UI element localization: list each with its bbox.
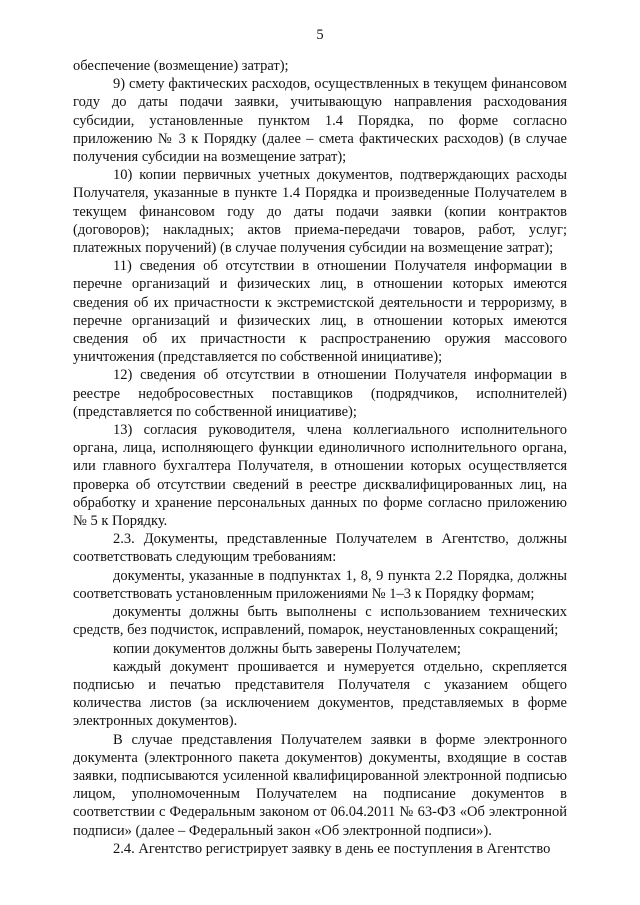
- paragraph: 9) смету фактических расходов, осуществленных в текущем финансовом году до даты подачи заявки, учитывающую направления расходования субсидии, установленные пунктом 1.4 Порядка, по форме согласно приложению № 3 к Порядку (далее – смета фактических расходов) (в случае получения субсидии на возмещение затрат);: [73, 76, 567, 166]
- paragraph: 2.4. Агентство регистрирует заявку в день ее поступления в Агентство: [113, 840, 551, 857]
- document-body: [73, 57, 567, 858]
- paragraph: обеспечение (возмещение) затрат);: [73, 58, 289, 74]
- paragraph: документы, указанные в подпунктах 1, 8, 9 пункта 2.2 Порядка, должны соответствовать установленным приложениями № 1–3 к Порядку формам;: [73, 567, 567, 602]
- paragraph: копии документов должны быть заверены Получателем;: [113, 640, 461, 657]
- paragraph: 11) сведения об отсутствии в отношении Получателя информации в перечне организаций и физических лиц, в отношении которых имеются сведения об их причастности к экстремистской деятельности и терроризму, в перечне организаций и физических лиц, в отношении которых имеются сведения об их причастности к распространению оружия массового уничтожения (представляется по собственной инициативе);: [73, 258, 567, 366]
- paragraph: 10) копии первичных учетных документов, подтверждающих расходы Получателя, указанные в пункте 1.4 Порядка и произведенные Получателем в текущем финансовом году до даты подачи заявки (копии контрактов (договоров); накладных; актов приема-передачи товаров, работ, услуг; платежных поручений) (в случае получения субсидии на возмещение затрат);: [73, 167, 567, 257]
- paragraph: документы должны быть выполнены с использованием технических средств, без подчисток, исправлений, помарок, неустановленных сокращений;: [73, 604, 567, 639]
- page-number: 5: [316, 27, 324, 43]
- paragraph: 13) согласия руководителя, члена коллегиального исполнительного органа, лица, исполняющего функции единоличного исполнительного органа, или главного бухгалтера Получателя, в отношении которых осуществляется проверка об отсутствии сведений в реестре дисквалифицированных лиц, на обработку и хранение персональных данных по форме согласно приложению № 5 к Порядку.: [73, 422, 567, 530]
- paragraph: 2.3. Документы, представленные Получателем в Агентство, должны соответствовать следующим требованиям:: [73, 531, 567, 566]
- paragraph: 12) сведения об отсутствии в отношении Получателя информации в реестре недобросовестных поставщиков (подрядчиков, исполнителей) (представляется по собственной инициативе);: [73, 367, 567, 420]
- paragraph: В случае представления Получателем заявки в форме электронного документа (электронного пакета документов) документы, входящие в состав заявки, подписываются усиленной квалифицированной электронной подписью лицом, уполномоченным Получателем на подписание документов в соответствии с Федеральным законом от 06.04.2011 № 63-ФЗ «Об электронной подписи» (далее – Федеральный закон «Об электронной подписи»).: [73, 731, 567, 839]
- paragraph: каждый документ прошивается и нумеруется отдельно, скрепляется подписью и печатью представителя Получателя с указанием общего количества листов (за исключением документов, представляемых в форме электронных документов).: [73, 658, 567, 730]
